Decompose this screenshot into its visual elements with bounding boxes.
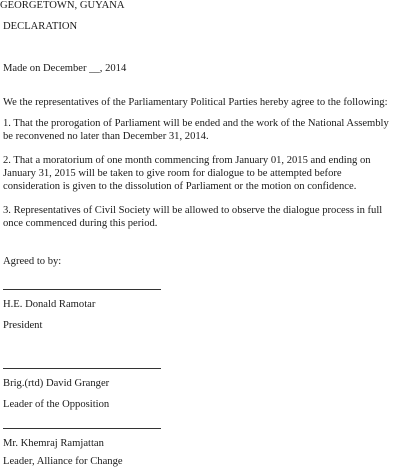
point-3: 3. Representatives of Civil Society will be allowed to observe the dialogue process in full once commenced during this period. (3, 205, 383, 229)
signatory-3-role: Leader, Alliance for Change (3, 456, 123, 467)
document-title: DECLARATION (3, 21, 78, 32)
signatory-2-role: Leader of the Opposition (3, 399, 110, 410)
location-heading: GEORGETOWN, GUYANA (0, 0, 125, 11)
signature-line-3 (3, 428, 161, 429)
signature-line-1 (3, 289, 161, 290)
signatory-1-role: President (3, 320, 43, 331)
signatory-3-name: Mr. Khemraj Ramjattan (3, 438, 104, 449)
signature-line-2 (3, 368, 161, 369)
signatory-2-name: Brig.(rtd) David Granger (3, 378, 110, 389)
intro-text: We the representatives of the Parliamentary Political Parties hereby agree to the following: (3, 97, 388, 108)
made-on-date: Made on December __, 2014 (3, 63, 127, 74)
signatory-1-name: H.E. Donald Ramotar (3, 299, 96, 310)
point-1: 1. That the prorogation of Parliament will be ended and the work of the National Assembly be reconvened no later than December 31, 2014. (3, 118, 389, 142)
agreed-to-by: Agreed to by: (3, 256, 62, 267)
point-2: 2. That a moratorium of one month commencing from January 01, 2015 and ending on January 31, 2015 will be taken to give room for dialogue to be attempted before consideration is given to the dissolution of Parliament or the motion on confidence. (3, 155, 371, 192)
